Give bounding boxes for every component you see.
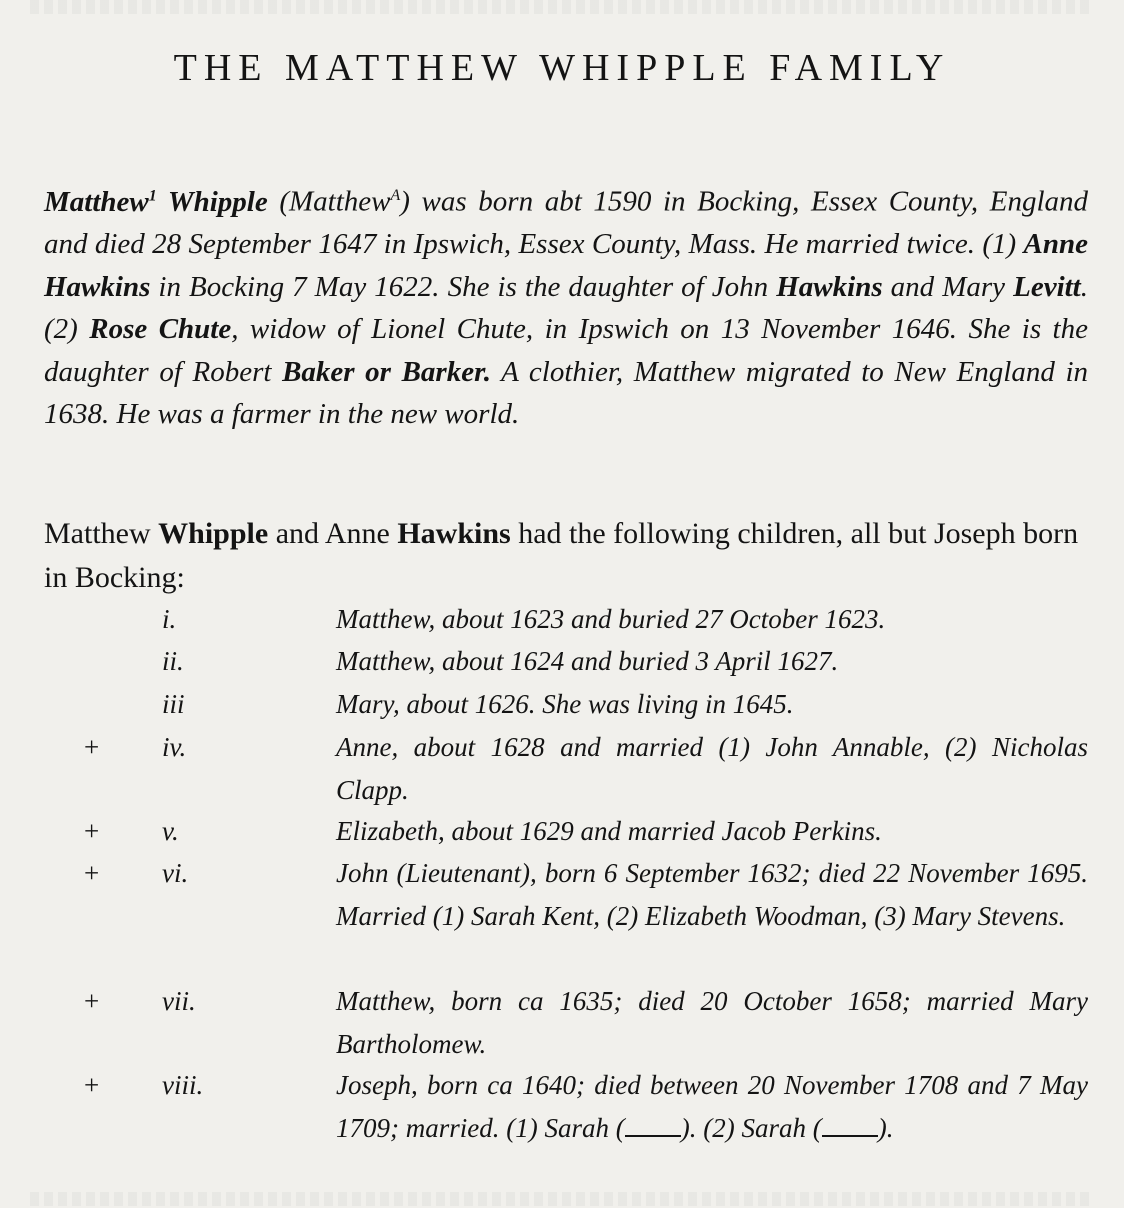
page-title: THE MATTHEW WHIPPLE FAMILY	[173, 47, 951, 89]
subject-surname: Whipple	[167, 185, 268, 218]
second-spouse: Rose Chute	[89, 313, 232, 346]
biography-paragraph: Matthew$^1$ Whipple (Matthew$^A$) was born abt 1590 in Bocking, Essex County, England and died 28 September 1647 in Ipswich, Essex County, Mass. He married twice. (1) Anne Hawkins in Bocking 7 May 1622. She is the daughter of John Hawkins and Mary Levitt. (2) Rose Chute, widow of Lionel Chute, in Ipswich on 13 November 1646. She is the daughter of Robert Baker or Barker. A clothier, Matthew migrated to New England in 1638. He was a farmer in the new world.	[44, 185, 1089, 431]
child-number: ii.	[162, 646, 184, 676]
child-description: Matthew, about 1623 and buried 27 October 1623.	[336, 604, 886, 634]
child-number: iii	[162, 689, 185, 719]
parent-name: (Matthew	[279, 185, 391, 218]
first-spouse-father-surname: Hawkins	[776, 270, 883, 303]
descendant-marker: +	[84, 732, 100, 762]
father-surname: Whipple	[158, 517, 269, 550]
mother-surname: Hawkins	[397, 517, 511, 550]
child-description: Elizabeth, about 1629 and married Jacob Perkins.	[336, 816, 882, 846]
descendant-marker: +	[84, 1070, 100, 1100]
first-spouse-mother-surname: Levitt	[1013, 270, 1081, 303]
child-number: viii.	[162, 1070, 204, 1100]
parent-generation: A	[390, 187, 401, 204]
child-description: Matthew, born ca 1635; died 20 October 1658; married Mary Bartholomew.	[336, 986, 1088, 1059]
generation-number: 1	[148, 187, 157, 204]
child-description: Matthew, about 1624 and buried 3 April 1627.	[336, 646, 839, 676]
children-intro: Matthew Whipple and Anne Hawkins had the following children, all but Joseph born in Bocking:	[44, 517, 1079, 594]
child-description: John (Lieutenant), born 6 September 1632; died 22 November 1695. Married (1) Sarah Kent, (2) Elizabeth Woodman, (3) Mary Stevens.	[336, 858, 1088, 931]
child-number: v.	[162, 816, 179, 846]
child-description: Anne, about 1628 and married (1) John Annable, (2) Nicholas Clapp.	[336, 732, 1088, 805]
blank-surname-line	[625, 1110, 681, 1136]
child-number: vii.	[162, 986, 196, 1016]
child-number: iv.	[162, 732, 187, 762]
subject-first-name: Matthew	[44, 185, 149, 218]
child-description: Mary, about 1626. She was living in 1645.	[336, 689, 794, 719]
first-spouse: Anne Hawkins	[44, 228, 1088, 303]
second-spouse-father-surname: Baker or Barker.	[282, 355, 492, 388]
descendant-marker: +	[84, 986, 100, 1016]
descendant-marker: +	[84, 858, 100, 888]
bleed-through-text	[30, 0, 1094, 14]
child-description: Joseph, born ca 1640; died between 20 November 1708 and 7 May 1709; married. (1) Sarah ( ). (2) Sarah ( ).	[336, 1070, 1088, 1143]
descendant-marker: +	[84, 816, 100, 846]
bleed-through-text	[30, 1192, 1094, 1206]
child-number: vi.	[162, 858, 189, 888]
blank-surname-line	[822, 1110, 878, 1136]
child-number: i.	[162, 604, 177, 634]
